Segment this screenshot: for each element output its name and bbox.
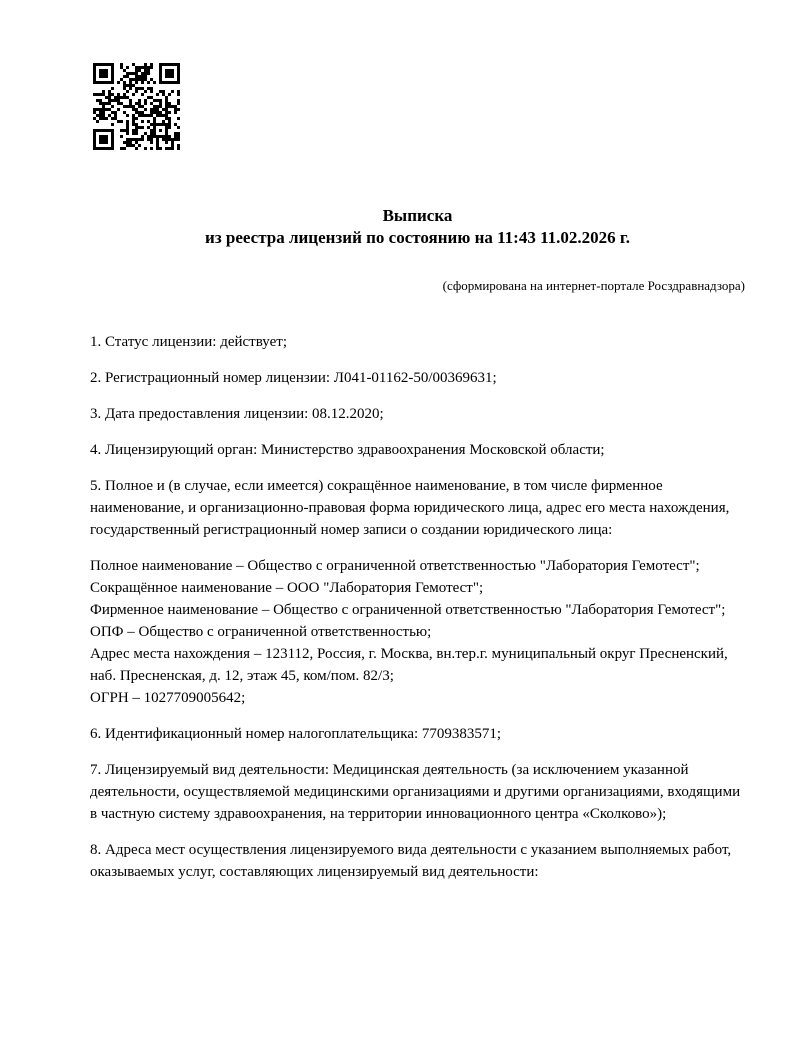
document-paragraph: 6. Идентификационный номер налогоплательщика: 7709383571; [90,726,502,742]
document-paragraph: 1. Статус лицензии: действует; [90,334,287,350]
document-paragraph: 4. Лицензирующий орган: Министерство здравоохранения Московской области; [90,442,605,458]
document-paragraph: 3. Дата предоставления лицензии: 08.12.2020; [90,406,384,422]
document-body [90,331,745,883]
org-detail-line: ОПФ – Общество с ограниченной ответственностью; [90,624,432,640]
document-content [90,0,745,897]
document-subtitle: (сформирована на интернет-портале Росздравнадзора) [442,278,745,293]
title-line-2: из реестра лицензий по состоянию на 11:43 11.02.2026 г. [205,228,630,247]
org-detail-line: Адрес места нахождения – 123112, Россия, г. Москва, вн.тер.г. муниципальный округ Пресненский, наб. Пресненская, д. 12, этаж 45, ком/пом. 82/3; [90,646,728,684]
document-paragraph: 8. Адреса мест осуществления лицензируемого вида деятельности с указанием выполняемых работ, оказываемых услуг, составляющих лицензируемый вид деятельности: [90,842,732,880]
document-title [90,205,745,249]
org-detail-line: Фирменное наименование – Общество с ограниченной ответственностью "Лаборатория Гемотест"; [90,602,726,618]
document-paragraph: 7. Лицензируемый вид деятельности: Медицинская деятельность (за исключением указанной деятельности, осуществляемой медицинскими организациями и другими организациями, входящими в частную систему здравоохранения, на территории инновационного центра «Сколково»); [90,762,741,822]
org-detail-line: Сокращённое наименование – ООО "Лаборатория Гемотест"; [90,580,484,596]
org-details-block [90,555,745,709]
title-line-1: Выписка [382,206,453,225]
document-paragraph: 5. Полное и (в случае, если имеется) сокращённое наименование, в том числе фирменное наименование, и организационно-правовая форма юридического лица, адрес его места нахождения, государственный регистрационный номер записи о создании юридического лица: [90,478,730,538]
document-paragraph: 2. Регистрационный номер лицензии: Л041-01162-50/00369631; [90,370,497,386]
org-detail-line: Полное наименование – Общество с ограниченной ответственностью "Лаборатория Гемотест"; [90,558,700,574]
org-detail-line: ОГРН – 1027709005642; [90,690,246,706]
